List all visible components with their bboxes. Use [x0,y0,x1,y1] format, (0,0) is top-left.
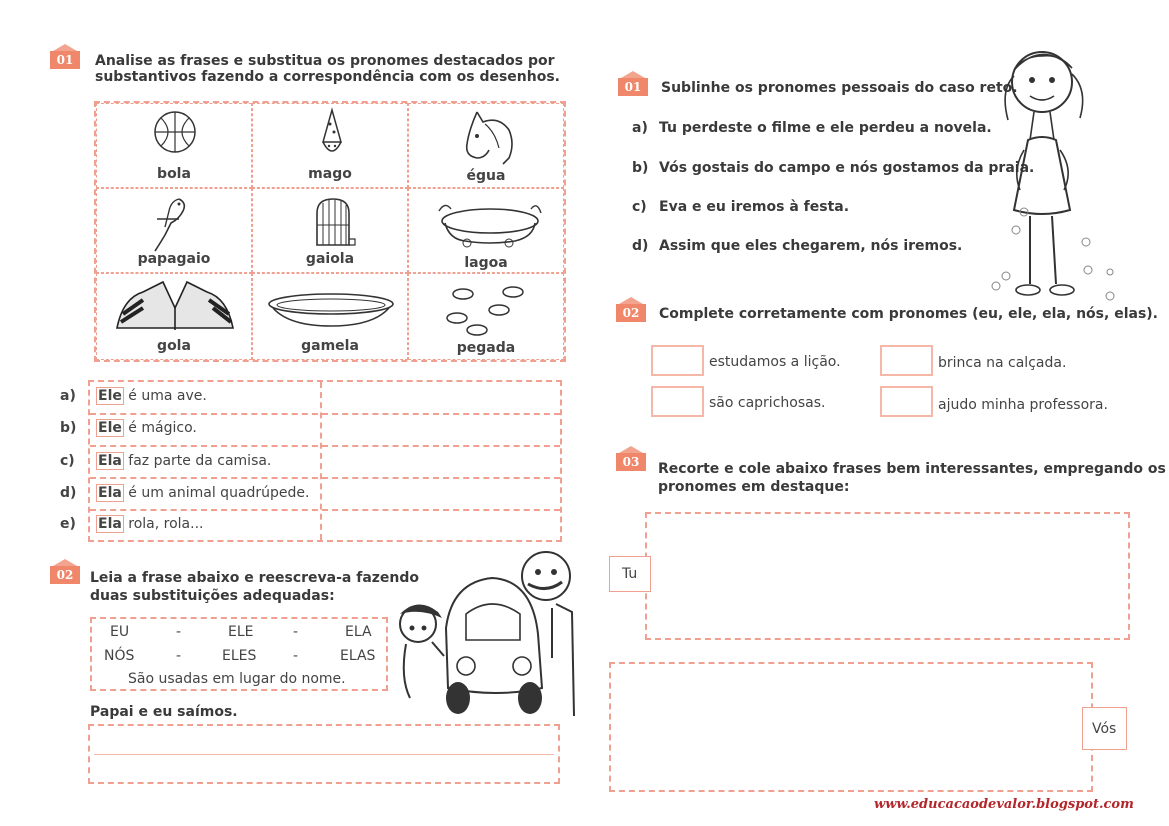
grid-cell-gamela [252,273,408,360]
grid-caption: pegada [456,340,516,356]
grid-caption: égua [466,168,506,184]
answer-row-a [96,388,207,404]
row-text: é mágico. [123,420,197,436]
answer-field-d[interactable] [322,480,556,506]
answer-row-d [96,485,310,501]
pronoun-tag-vos [1082,707,1127,750]
row-letter: a) [60,388,76,404]
pronoun-ele: ELE [228,624,254,640]
separator: - [293,648,299,664]
highlighted-pronoun: Ela [98,453,122,469]
grid-cell-gola [96,273,252,360]
item-letter: d) [632,238,649,254]
grid-caption: papagaio [137,251,211,267]
ball-icon [153,110,197,154]
row-text: faz parte da camisa. [123,453,272,469]
birdcage-icon [313,195,357,249]
question-badge-01-left: 01 [50,51,80,69]
blank-box-4[interactable] [880,386,933,417]
pronoun-eu: EU [110,624,130,640]
item-letter: a) [632,120,648,136]
pronoun-ela: ELA [345,624,372,640]
pronoun-tag-tu [609,556,651,592]
paste-area-vos[interactable] [609,662,1093,792]
blank-phrase: são caprichosas. [709,395,826,411]
sentence-c: Eva e eu iremos à festa. [659,199,850,215]
grid-caption: gamela [301,338,359,354]
grid-cell-gaiola [252,188,408,273]
separator: - [176,648,182,664]
question-badge-02-right: 02 [616,304,646,322]
grid-caption: gola [157,338,191,354]
separator: - [293,624,299,640]
answer-field-c[interactable] [322,448,556,474]
sentence-to-rewrite: Papai e eu saímos. [90,704,238,720]
question-title: Complete corretamente com pronomes (eu, ele, ela, nós, elas). [659,306,1158,322]
bowl-icon [263,288,399,332]
highlighted-pronoun: Ele [98,420,122,436]
answer-row-b [96,420,197,436]
separator: - [176,624,182,640]
row-letter: e) [60,516,76,532]
grid-cell-mago [252,103,408,188]
question-text-line2: duas substituições adequadas: [90,588,335,604]
row-text: é uma ave. [123,388,207,404]
family-car-illustration-icon [396,548,578,720]
grid-cell-lagoa [408,188,564,273]
wizard-icon [315,108,349,160]
grid-caption: lagoa [464,255,508,271]
blank-phrase: brinca na calçada. [938,355,1067,371]
question-text-line2: substantivos fazendo a correspondência com os desenhos. [95,69,561,85]
paste-area-tu[interactable] [645,512,1130,640]
highlighted-pronoun: Ela [98,485,122,501]
blank-box-2[interactable] [880,345,933,376]
grid-caption: bola [157,166,191,182]
question-badge-02-left: 02 [50,566,80,584]
horse-icon [459,108,519,168]
answer-field-a[interactable] [322,384,556,410]
blank-box-3[interactable] [651,386,704,417]
row-text: é um animal quadrúpede. [123,485,310,501]
answer-field-b[interactable] [322,416,556,442]
row-text: rola, rola... [123,516,204,532]
grid-caption: mago [308,166,352,182]
question-text-line1: Analise as frases e substitua os pronomes destacados por [95,53,555,69]
pronoun-eles: ELES [222,648,257,664]
sentence-a: Tu perdeste o filme e ele perdeu a novela. [659,120,992,136]
item-letter: c) [632,199,647,215]
grid-cell-pegada [408,273,564,360]
answer-field-e[interactable] [322,512,556,538]
collar-icon [113,278,237,334]
footprints-icon [443,282,535,338]
row-letter: d) [60,485,77,501]
tag-label: Tu [622,566,638,582]
blank-phrase: estudamos a lição. [709,354,841,370]
blank-box-1[interactable] [651,345,704,376]
grid-cell-bola [96,103,252,188]
footer-url[interactable]: www.educacaodevalor.blogspot.com [874,797,1134,812]
question-badge-01-right: 01 [618,78,648,96]
girl-illustration-icon [990,40,1120,306]
tag-label: Vós [1092,721,1117,737]
pond-icon [435,199,545,251]
sentence-b: Vós gostais do campo e nós gostamos da praia. [659,160,1035,176]
highlighted-pronoun: Ela [98,516,122,532]
question-text-line2: pronomes em destaque: [658,479,850,495]
question-badge-03-right: 03 [616,453,646,471]
rewrite-answer-box[interactable] [88,724,560,784]
blank-phrase: ajudo minha professora. [938,397,1108,413]
picture-grid [94,101,566,362]
grid-cell-papagaio [96,188,252,273]
answer-row-c [96,453,271,469]
item-letter: b) [632,160,649,176]
row-letter: c) [60,453,75,469]
question-title: Sublinhe os pronomes pessoais do caso reto. [661,80,1018,96]
pronoun-elas: ELAS [340,648,376,664]
answer-row-e [96,516,203,532]
pronoun-note: São usadas em lugar do nome. [128,671,346,687]
row-letter: b) [60,420,77,436]
sentence-d: Assim que eles chegarem, nós iremos. [659,238,963,254]
question-text-line1: Leia a frase abaixo e reescreva-a fazendo [90,570,420,586]
pronoun-nos: NÓS [104,648,135,664]
grid-caption: gaiola [305,251,355,267]
highlighted-pronoun: Ele [98,388,122,404]
question-text-line1: Recorte e cole abaixo frases bem interessantes, empregando os [658,461,1166,477]
parrot-icon [149,195,189,255]
grid-cell-egua [408,103,564,188]
